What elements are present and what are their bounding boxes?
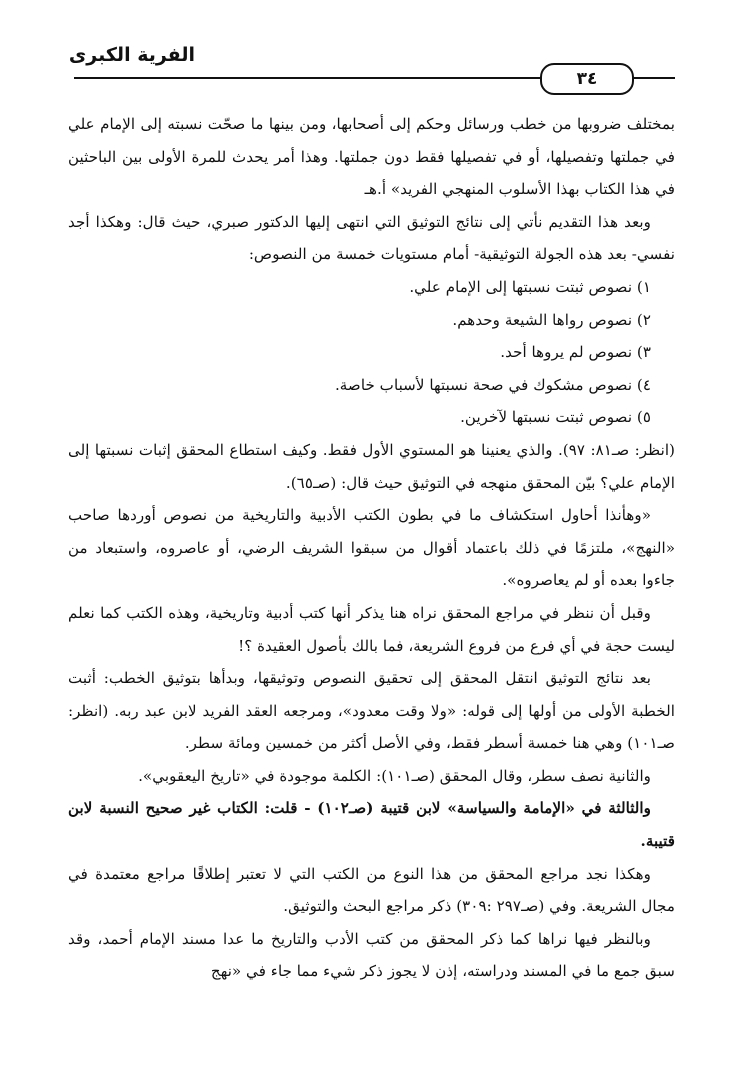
- paragraph: بمختلف ضروبها من خطب ورسائل وحكم إلى أصحابها، ومن بينها ما صحّت نسبته إلى الإمام علي في جملتها وتفصيلها، أو في تفصيلها فقط دون جملتها. وهذا أمر يحدث للمرة الأولى بين الباحثين في هذا الكتاب بهذا الأسلوب المنهجي الفريد» أ.هـ: [68, 115, 675, 199]
- list-item: ١) نصوص ثبتت نسبتها إلى الإمام علي.: [409, 277, 651, 296]
- list-item: ٥) نصوص ثبتت نسبتها لآخرين.: [460, 408, 651, 427]
- page-number: ٣٤: [540, 63, 634, 95]
- list-item: ٢) نصوص رواها الشيعة وحدهم.: [452, 310, 651, 329]
- list-item: ٣) نصوص لم يروها أحد.: [500, 343, 651, 362]
- paragraph: والثالثة في «الإمامة والسياسة» لابن قتيبة (صـ١٠٢) - قلت: الكتاب غير صحيح النسبة لابن قتيبة.: [68, 799, 675, 851]
- paragraph: والثانية نصف سطر، وقال المحقق (صـ١٠١): الكلمة موجودة في «تاريخ اليعقوبي».: [138, 766, 651, 785]
- paragraph: وهكذا نجد مراجع المحقق من هذا النوع من الكتب التي لا تعتبر إطلاقًا مراجع معتمدة في مجال الشريعة. وفي (صـ٢٩٧ :٣٠٩) ذكر مراجع البحث والتوثيق.: [68, 864, 675, 916]
- list-item: ٤) نصوص مشكوك في صحة نسبتها لأسباب خاصة.: [334, 375, 651, 394]
- body-text: [68, 108, 675, 988]
- paragraph: وقبل أن ننظر في مراجع المحقق نراه هنا يذكر أنها كتب أدبية وتاريخية، وهذه الكتب كما نعلم ليست حجة في أي فرع من فروع الشريعة، فما بالك بأصول العقيدة ؟!: [68, 603, 675, 655]
- paragraph: وبعد هذا التقديم نأتي إلى نتائج التوثيق التي انتهى إليها الدكتور صبري، حيث قال: وهكذا أجد نفسي- بعد هذه الجولة التوثيقية- أمام مستويات خمسة من النصوص:: [68, 212, 675, 264]
- running-title: الفرية الكبرى: [68, 44, 195, 66]
- quote-paragraph: «وهأنذا أحاول استكشاف ما في بطون الكتب الأدبية والتاريخية من نصوص أوردها صاحب «النهج»، ملتزمًا في ذلك باعتماد أقوال من سبقوا الشريف الرضي، أو عاصروه، واستبعاد من جاءوا بعده أو لم يعاصروه».: [68, 506, 675, 590]
- paragraph: وبالنظر فيها نراها كما ذكر المحقق من كتب الأدب والتاريخ ما عدا مسند الإمام أحمد، وقد سبق جمع ما في المسند ودراسته، إذن لا يجوز ذكر شيء مما جاء في «نهج: [68, 929, 675, 981]
- paragraph: (انظر: صـ٨١: ٩٧). والذي يعنينا هو المستوي الأول فقط. وكيف استطاع المحقق إثبات نسبتها إلى الإمام علي؟ بيّن المحقق منهجه في التوثيق حيث قال: (صـ٦٥).: [68, 440, 675, 492]
- paragraph: بعد نتائج التوثيق انتقل المحقق إلى تحقيق النصوص وتوثيقها، وبدأها بتوثيق الخطب: أثبت الخطبة الأولى من أولها إلى قوله: «ولا وقت معدود»، ومرجعه العقد الفريد لابن عبد ربه. (انظر: صـ١٠١) وهي هنا خمسة أسطر فقط، وفي الأصل أكثر من خمسين ومائة سطر.: [68, 669, 675, 753]
